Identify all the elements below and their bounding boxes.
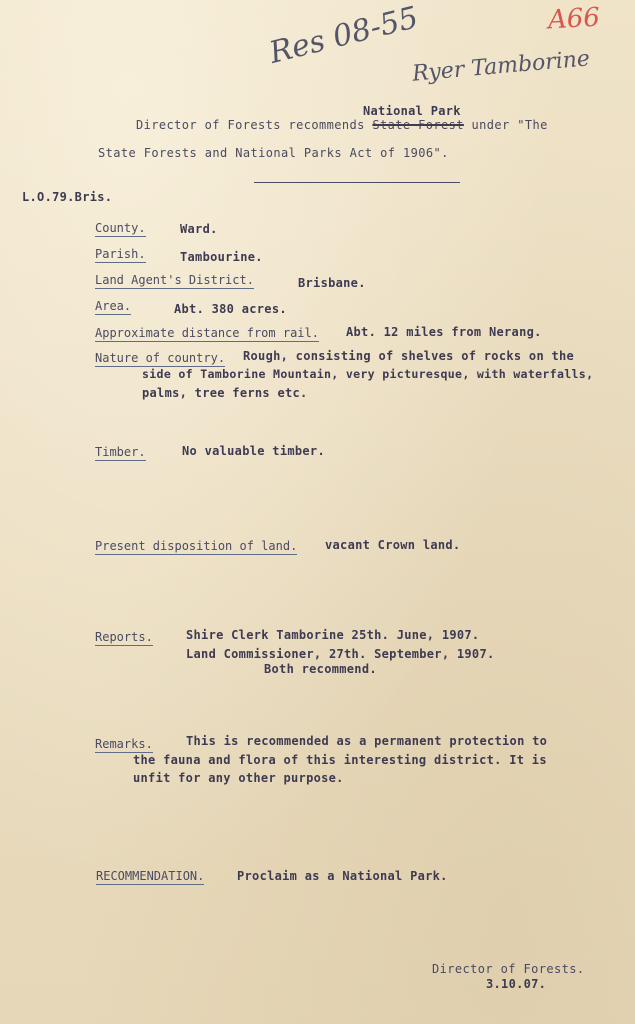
place-note-handwritten: Ryer Tamborine (411, 46, 591, 87)
disposition-value: vacant Crown land. (325, 538, 461, 552)
signature-date: 3.10.07. (486, 977, 547, 991)
nature-line-3: palms, tree ferns etc. (142, 386, 308, 400)
disposition-label: Present disposition of land. (95, 539, 298, 553)
parish-value: Tambourine. (180, 250, 263, 264)
timber-label: Timber. (95, 445, 146, 459)
signature-title: Director of Forests. (432, 962, 585, 976)
county-value: Ward. (180, 222, 218, 236)
remarks-label: Remarks. (95, 737, 153, 751)
remarks-line-1: This is recommended as a permanent protection to (186, 734, 548, 748)
remarks-line-3: unfit for any other purpose. (133, 771, 344, 785)
header-line-1-suffix: under "The (471, 118, 548, 132)
distance-value: Abt. 12 miles from Nerang. (346, 325, 542, 339)
reports-line-1: Shire Clerk Tamborine 25th. June, 1907. (186, 628, 480, 642)
remarks-line-2: the fauna and flora of this interesting district. It is (133, 753, 547, 767)
file-reference: L.O.79.Bris. (22, 190, 113, 204)
header-line-2: State Forests and National Parks Act of 1906". (98, 146, 449, 160)
reports-label: Reports. (95, 630, 153, 644)
header-line-1 (136, 118, 548, 132)
land-agent-value: Brisbane. (298, 276, 366, 290)
reports-line-3: Both recommend. (264, 662, 377, 676)
struck-text: State Forest (372, 118, 464, 132)
header-insert: National Park (363, 104, 461, 118)
reports-line-2: Land Commissioner, 27th. September, 1907. (186, 647, 495, 661)
county-label: County. (95, 221, 146, 235)
nature-label: Nature of country. (95, 351, 226, 365)
header-divider (254, 182, 460, 183)
timber-value: No valuable timber. (182, 444, 325, 458)
reference-number: A66 (547, 2, 601, 36)
land-agent-label: Land Agent's District. (95, 273, 254, 287)
recommendation-label: RECOMMENDATION. (96, 869, 205, 883)
nature-line-2: side of Tamborine Mountain, very picturesque, with waterfalls, (142, 367, 594, 381)
header-line-1-prefix: Director of Forests recommends (136, 118, 365, 132)
recommendation-value: Proclaim as a National Park. (237, 869, 448, 883)
distance-label: Approximate distance from rail. (95, 326, 319, 340)
file-number-handwritten: Res 08-55 (266, 0, 422, 71)
parish-label: Parish. (95, 247, 146, 261)
area-label: Area. (95, 299, 132, 313)
area-value: Abt. 380 acres. (174, 302, 287, 316)
nature-line-1: Rough, consisting of shelves of rocks on the (243, 349, 575, 363)
